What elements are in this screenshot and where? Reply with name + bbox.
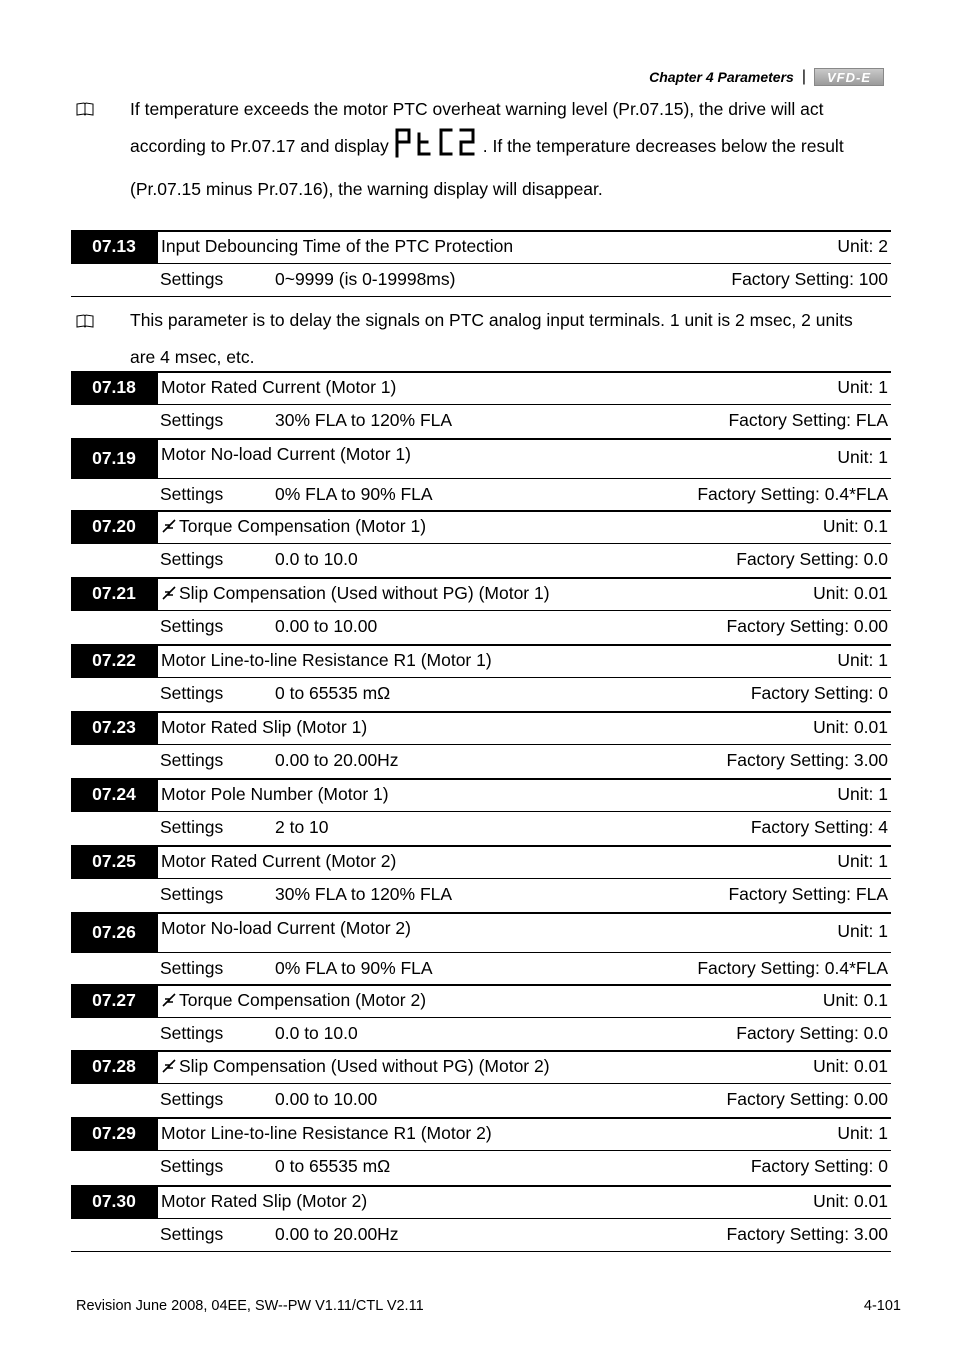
column-divider: [157, 984, 158, 1017]
factory-setting: Factory Setting: 0: [750, 683, 888, 703]
run-mode-change-icon: [161, 991, 177, 1005]
param-code-text: 07.19: [92, 447, 136, 468]
param-name-text: Motor Rated Current (Motor 1): [161, 377, 397, 397]
param-unit: Unit: 1: [837, 1123, 888, 1143]
param-code-text: 07.26: [92, 921, 136, 942]
row-divider: [71, 230, 891, 232]
param-name-text: Motor No-load Current (Motor 1): [161, 444, 411, 464]
column-divider: [157, 1050, 158, 1083]
column-divider: [157, 438, 158, 478]
settings-label: Settings: [160, 410, 224, 430]
param-code-text: 07.21: [92, 583, 136, 603]
param-unit: Unit: 0.1: [822, 516, 888, 536]
footer-revision: Revision June 2008, 04EE, SW--PW V1.11/CTL V2.11: [76, 1298, 424, 1314]
column-divider: [157, 912, 158, 952]
row-divider: [71, 296, 891, 297]
param-code-text: 07.13: [92, 236, 136, 256]
row-divider: [71, 404, 891, 405]
settings-range: 0.00 to 20.00Hz: [275, 1224, 399, 1244]
factory-setting: Factory Setting: FLA: [728, 410, 888, 430]
settings-range: 0 to 65535 mΩ: [275, 683, 391, 703]
row-divider: [71, 912, 891, 914]
param-name: [161, 377, 396, 398]
row-divider: [71, 1218, 891, 1219]
param-name-text: Motor Line-to-line Resistance R1 (Motor 2): [161, 1123, 492, 1143]
param-code: [71, 778, 157, 811]
param-code-text: 07.28: [92, 1056, 136, 1076]
param-name: [161, 650, 492, 671]
param-code: [71, 510, 157, 543]
param-name-text: Motor Rated Slip (Motor 1): [161, 717, 368, 737]
settings-label: Settings: [160, 1156, 224, 1176]
param-name-text: Motor No-load Current (Motor 2): [161, 918, 411, 938]
settings-label: Settings: [160, 549, 224, 569]
settings-label: Settings: [160, 884, 224, 904]
param-name: [161, 1056, 550, 1077]
param-name: [161, 1191, 367, 1212]
note-text: This parameter is to delay the signals on PTC analog input terminals. 1 unit is 2 msec, 2 units: [130, 310, 853, 330]
param-unit: Unit: 0.01: [813, 1191, 888, 1211]
param-name-text: Motor Pole Number (Motor 1): [161, 784, 389, 804]
row-divider: [71, 263, 891, 264]
settings-label: Settings: [160, 817, 224, 837]
param-name: [161, 784, 389, 805]
param-code-text: 07.22: [92, 650, 136, 670]
settings-label: Settings: [160, 750, 224, 770]
param-unit: Unit: 1: [837, 851, 888, 871]
param-code-text: 07.24: [92, 784, 136, 804]
settings-range: 30% FLA to 120% FLA: [275, 884, 453, 904]
factory-setting: Factory Setting: 0.0: [736, 549, 888, 569]
settings-label: Settings: [160, 269, 224, 289]
param-name: [161, 851, 396, 872]
column-divider: [157, 711, 158, 744]
factory-setting: Factory Setting: 0.00: [726, 1089, 888, 1109]
param-code: [71, 845, 157, 878]
param-name-text: Motor Line-to-line Resistance R1 (Motor 1): [161, 650, 492, 670]
settings-label: Settings: [160, 484, 224, 504]
param-name: [161, 236, 513, 257]
settings-range: 0% FLA to 90% FLA: [275, 484, 433, 504]
row-divider: [71, 1017, 891, 1018]
row-divider: [71, 478, 891, 479]
column-divider: [157, 1117, 158, 1150]
settings-range: 0.00 to 10.00: [275, 616, 378, 636]
row-divider: [71, 778, 891, 780]
row-divider: [71, 952, 891, 953]
note-text: according to Pr.07.17 and display: [130, 136, 389, 156]
brand-logo: [814, 68, 884, 86]
factory-setting: Factory Setting: 100: [731, 269, 888, 289]
param-name: [161, 583, 550, 604]
param-code: [71, 438, 157, 478]
logo-text: VFD-E: [827, 69, 871, 85]
param-name: [161, 990, 426, 1011]
param-code: [71, 577, 157, 610]
row-divider: [71, 1185, 891, 1187]
run-mode-change-icon: [161, 1057, 177, 1071]
param-unit: Unit: 1: [837, 650, 888, 670]
param-name-text: Torque Compensation (Motor 2): [179, 990, 427, 1010]
param-code: [71, 912, 157, 952]
param-name-text: Input Debouncing Time of the PTC Protection: [161, 236, 514, 256]
row-divider: [71, 744, 891, 745]
note-text: (Pr.07.15 minus Pr.07.16), the warning display will disappear.: [130, 179, 603, 199]
param-code: [71, 230, 157, 263]
row-divider: [71, 577, 891, 579]
settings-label: Settings: [160, 616, 224, 636]
chapter-title: Chapter 4 Parameters: [649, 69, 794, 85]
param-code-text: 07.20: [92, 516, 136, 536]
factory-setting: Factory Setting: 0.0: [736, 1023, 888, 1043]
row-divider: [71, 711, 891, 713]
note-text-with-display: [130, 128, 890, 171]
run-mode-change-icon: [161, 517, 177, 531]
row-divider: [71, 845, 891, 847]
param-code-text: 07.23: [92, 717, 136, 737]
factory-setting: Factory Setting: 0.00: [726, 616, 888, 636]
settings-range: 0 to 65535 mΩ: [275, 1156, 391, 1176]
param-name-text: Motor Rated Current (Motor 2): [161, 851, 397, 871]
lcd-display-icon: [393, 128, 479, 171]
param-unit: Unit: 2: [837, 236, 888, 256]
row-divider: [71, 878, 891, 879]
settings-range: 0~9999 (is 0-19998ms): [275, 269, 456, 289]
param-code-text: 07.18: [92, 377, 136, 397]
param-unit: Unit: 0.1: [822, 990, 888, 1010]
row-divider: [71, 543, 891, 544]
settings-label: Settings: [160, 1224, 224, 1244]
header-separator: |: [801, 68, 806, 85]
row-divider: [71, 1117, 891, 1119]
settings-range: 0% FLA to 90% FLA: [275, 958, 433, 978]
factory-setting: Factory Setting: 0.4*FLA: [697, 958, 888, 978]
param-name-text: Slip Compensation (Used without PG) (Motor 2): [179, 1056, 550, 1076]
column-divider: [157, 577, 158, 610]
settings-label: Settings: [160, 1023, 224, 1043]
column-divider: [157, 510, 158, 543]
param-code-text: 07.25: [92, 851, 136, 871]
column-divider: [157, 845, 158, 878]
param-code: [71, 984, 157, 1017]
page-number: 4-101: [863, 1298, 901, 1314]
column-divider: [157, 644, 158, 677]
settings-range: 0.0 to 10.0: [275, 1023, 358, 1043]
factory-setting: Factory Setting: 0: [750, 1156, 888, 1176]
factory-setting: Factory Setting: 0.4*FLA: [697, 484, 888, 504]
param-unit: Unit: 0.01: [813, 717, 888, 737]
page-header: [649, 66, 884, 88]
param-unit: Unit: 1: [837, 784, 888, 804]
factory-setting: Factory Setting: FLA: [728, 884, 888, 904]
param-code: [71, 1050, 157, 1083]
note-text: are 4 msec, etc.: [130, 347, 255, 367]
book-icon: [76, 314, 94, 328]
param-name: [161, 918, 411, 939]
factory-setting: Factory Setting: 3.00: [726, 750, 888, 770]
row-divider: [71, 644, 891, 646]
row-divider: [71, 811, 891, 812]
param-code-text: 07.30: [92, 1191, 136, 1211]
param-name-text: Slip Compensation (Used without PG) (Motor 1): [179, 583, 550, 603]
note-text: If temperature exceeds the motor PTC overheat warning level (Pr.07.15), the drive will act: [130, 99, 824, 119]
row-divider: [71, 1083, 891, 1084]
row-divider: [71, 438, 891, 440]
param-name-text: Motor Rated Slip (Motor 2): [161, 1191, 368, 1211]
note-text: . If the temperature decreases below the result: [482, 136, 844, 156]
note-ptc-warning: [130, 91, 890, 208]
row-divider: [71, 984, 891, 986]
row-divider: [71, 1251, 891, 1252]
settings-range: 30% FLA to 120% FLA: [275, 410, 453, 430]
book-icon: [76, 102, 94, 116]
row-divider: [71, 677, 891, 678]
param-code-text: 07.27: [92, 990, 136, 1010]
param-unit: Unit: 0.01: [813, 1056, 888, 1076]
column-divider: [157, 230, 158, 263]
factory-setting: Factory Setting: 3.00: [726, 1224, 888, 1244]
settings-range: 0.0 to 10.0: [275, 549, 358, 569]
param-name: [161, 444, 411, 465]
column-divider: [157, 1185, 158, 1218]
param-code: [71, 711, 157, 744]
row-divider: [71, 510, 891, 512]
factory-setting: Factory Setting: 4: [750, 817, 888, 837]
run-mode-change-icon: [161, 584, 177, 598]
column-divider: [157, 778, 158, 811]
settings-label: Settings: [160, 683, 224, 703]
param-code-text: 07.29: [92, 1123, 136, 1143]
note-ptc-debounce: [130, 302, 890, 376]
param-name: [161, 1123, 492, 1144]
settings-range: 0.00 to 20.00Hz: [275, 750, 399, 770]
param-code: [71, 1117, 157, 1150]
param-code: [71, 1185, 157, 1218]
settings-range: 2 to 10: [275, 817, 329, 837]
param-code: [71, 644, 157, 677]
row-divider: [71, 1050, 891, 1052]
param-unit: Unit: 1: [837, 377, 888, 397]
row-divider: [71, 1150, 891, 1151]
lcd-ptc2-glyph: [393, 128, 479, 158]
param-unit: Unit: 0.01: [813, 583, 888, 603]
param-unit: Unit: 1: [837, 447, 888, 467]
settings-label: Settings: [160, 958, 224, 978]
param-unit: Unit: 1: [837, 921, 888, 941]
settings-range: 0.00 to 10.00: [275, 1089, 378, 1109]
row-divider: [71, 610, 891, 611]
param-name: [161, 516, 426, 537]
param-name: [161, 717, 367, 738]
settings-label: Settings: [160, 1089, 224, 1109]
param-name-text: Torque Compensation (Motor 1): [179, 516, 427, 536]
